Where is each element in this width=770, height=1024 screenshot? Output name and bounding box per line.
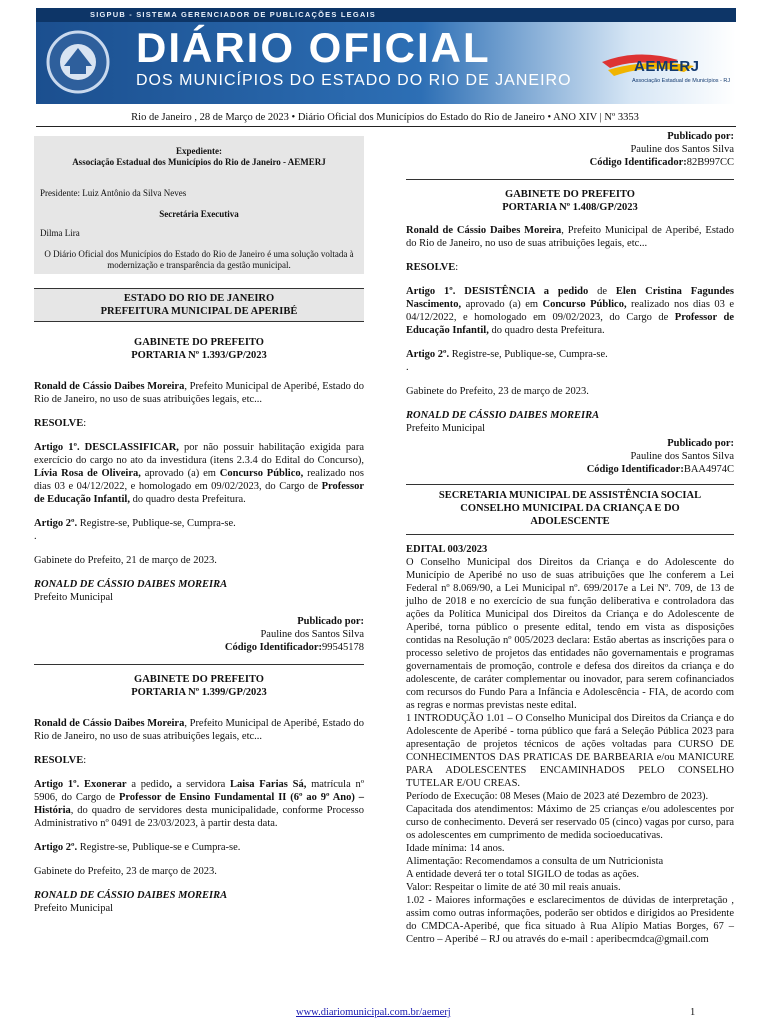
system-label: SIGPUB - SISTEMA GERENCIADOR DE PUBLICAÇÕES LEGAIS (90, 10, 376, 19)
edital-paragraph: Alimentação: Recomendamos a consulta de um Nutricionista (406, 856, 664, 867)
act-intro: Ronald de Cássio Daibes Moreira, Prefeito Municipal de Aperibé, Estado do Rio de Janeiro, no uso de suas atribuições legais, etc... (406, 225, 734, 249)
secretaria-header (406, 489, 734, 528)
act-heading: GABINETE DO PREFEITO (134, 337, 264, 348)
edital-paragraph: Idade mínima: 14 anos. (406, 843, 505, 854)
footer-url-link[interactable]: www.diariomunicipal.com.br/aemerj (296, 1007, 451, 1018)
masthead-banner (36, 8, 736, 104)
state-header-line1: ESTADO DO RIO DE JANEIRO (123, 293, 275, 304)
aemerj-logo-subtext: Associação Estadual de Municípios - RJ (632, 78, 731, 84)
act-article-2: Artigo 2º. Registre-se, Publique-se e Cumpra-se. (34, 842, 241, 853)
act-article-1: Artigo 1º. DESISTÊNCIA a pedido de Elen Cristina Fagundes Nascimento, aprovado (a) em Concurso Público, realizado nos dias 03 e 04/12/2022, e homologado em 09/02/2023, do Cargo de Professor de Educação Infantil, do quadro desta Prefeitura. (406, 286, 734, 336)
state-seal-icon (42, 26, 114, 98)
act-portaria-1408 (406, 188, 734, 435)
expedient-president: Presidente: Luiz Antônio da Silva Neves (40, 188, 187, 198)
newspaper-title: DIÁRIO OFICIAL (136, 24, 491, 71)
act-signer-role: Prefeito Municipal (406, 423, 486, 434)
act-intro: Ronald de Cássio Daibes Moreira, Prefeito Municipal de Aperibé, Estado do Rio de Janeiro, no uso de suas atribuições legais, etc... (34, 718, 365, 742)
publisher-code: Código Identificador:82B997CC (589, 157, 734, 168)
secretaria-name: SECRETARIA MUNICIPAL DE ASSISTÊNCIA SOCIAL (438, 490, 702, 501)
act-signer: RONALD DE CÁSSIO DAIBES MOREIRA (406, 410, 600, 421)
act-heading: GABINETE DO PREFEITO (134, 674, 264, 685)
council-name: CONSELHO MUNICIPAL DA CRIANÇA E DO ADOLESCENTE (460, 503, 680, 527)
edital-paragraph: A entidade deverá ter o total SIGILO de todas as ações. (406, 869, 639, 880)
act-place-date: Gabinete do Prefeito, 21 de março de 2023. (34, 555, 217, 566)
divider (406, 484, 734, 485)
edital-paragraph: O Conselho Municipal dos Direitos da Criança e do Adolescente do Município de Aperibé no uso de suas atribuições que lhe conferem a Lei Federal nº 8.069/90, a Lei Municipal nº. 699/2017e a Lei Nº. 709, de 13 de julho de 2018 e no exercício de sua função deliberativa e controladora das ações da Política Municipal dos Direitos da Criança e do Adolescente de Aperibé, torna público o presente edital, tendo em vista as disposições contidas na Resolução nº 005/2023 declara: Estão abertas as inscrições para o processo seletivo de projetos das entidades não governamentais e programas governamentais de promoção, controle e defesa dos direitos da criança e do adolescente, de caráter complementar ou inovador, para serem cofinanciados com recursos do Fundo Para a Infância e Adolescência - FIA, de acordo com as regras e normas previstas neste edital. (406, 557, 734, 711)
edital-paragraph: Capacitada dos atendimentos: Máximo de 25 crianças e/ou adolescentes por curso de conhecimento. Deverá ser reservado 05 (cinco) vagas por curso, para os adolescentes em cumprimento de medida socioeducativas. (406, 804, 734, 841)
act-place-date: Gabinete do Prefeito, 23 de março de 2023. (406, 386, 589, 397)
publisher-name: Pauline dos Santos Silva (630, 451, 734, 462)
act-signer: RONALD DE CÁSSIO DAIBES MOREIRA (34, 890, 228, 901)
act-number: PORTARIA Nº 1.393/GP/2023 (131, 350, 267, 361)
edital-paragraph: 1.02 - Maiores informações e esclarecimentos de dúvidas de interpretação , assim como outras informações, poderão ser obtidos e dirigidos ao Presidente do CMDCA-Aperibé, que fica situado à Rua Alípio Matias Borges, 67 – Centro – Aperibé – RJ ou através do e-mail : aperibecmdca@gmail.com (406, 895, 734, 945)
edital-paragraph: 1 INTRODUÇÃO 1.01 – O Conselho Municipal dos Direitos da Criança e do Adolescente de Aperibé - torna público que fará a Seleção Pública 2023 para apresentação de projetos técnicos de ações voltadas para CURSO DE CONHECIMENTOS DAS PRATICAS DE BARBEARIA e/ou MANICURE PARA ADOLESCENTES ENCAMINHADOS PELO CONSELHO TUTELAR E/OU CREAS. (406, 713, 734, 789)
act-dot: . (406, 362, 409, 373)
act-resolve: RESOLVE: (406, 262, 459, 273)
act-resolve: RESOLVE: (34, 418, 87, 429)
act-signer-role: Prefeito Municipal (34, 903, 114, 914)
left-column (34, 136, 364, 915)
publisher-block (34, 615, 364, 654)
edital-section (406, 543, 734, 946)
publisher-name: Pauline dos Santos Silva (630, 144, 734, 155)
publisher-block (406, 130, 734, 169)
act-number: PORTARIA Nº 1.408/GP/2023 (502, 202, 638, 213)
act-signer-role: Prefeito Municipal (34, 592, 114, 603)
state-header-line2: PREFEITURA MUNICIPAL DE APERIBÉ (100, 306, 298, 317)
expedient-exec-title: Secretária Executiva (159, 209, 239, 219)
aemerj-logo-text: AEMERJ (634, 58, 700, 75)
divider (406, 179, 734, 180)
expedient-description: O Diário Oficial dos Municípios do Estado do Rio de Janeiro é uma solução voltada à modernização e transparência da gestão municipal. (44, 249, 354, 270)
edital-paragraph: Período de Execução: 08 Meses (Maio de 2023 até Dezembro de 2023). (406, 791, 709, 802)
publisher-label: Publicado por: (667, 438, 734, 449)
act-intro: Ronald de Cássio Daibes Moreira, Prefeito Municipal de Aperibé, Estado do Rio de Janeiro, no uso de suas atribuições legais, etc... (34, 381, 365, 405)
divider (34, 664, 364, 665)
page-number: 1 (690, 1007, 696, 1018)
dateline: Rio de Janeiro , 28 de Março de 2023 • Diário Oficial dos Municípios do Estado do Rio de Janeiro • ANO XIV | Nº 3353 (131, 112, 639, 123)
expedient-box (34, 136, 364, 274)
act-portaria-1399 (34, 673, 364, 915)
newspaper-subtitle: DOS MUNICÍPIOS DO ESTADO DO RIO DE JANEIRO (136, 72, 572, 89)
act-signer: RONALD DE CÁSSIO DAIBES MOREIRA (34, 579, 228, 590)
act-article-2: Artigo 2º. Registre-se, Publique-se, Cumpra-se. (34, 518, 236, 529)
publisher-label: Publicado por: (667, 131, 734, 142)
divider (406, 534, 734, 535)
right-column (406, 130, 734, 946)
publisher-name: Pauline dos Santos Silva (260, 629, 364, 640)
expedient-label: Expediente: (176, 146, 222, 156)
act-place-date: Gabinete do Prefeito, 23 de março de 2023. (34, 866, 217, 877)
act-number: PORTARIA Nº 1.399/GP/2023 (131, 687, 267, 698)
edital-title: EDITAL 003/2023 (406, 544, 488, 555)
publisher-code: Código Identificador:99545178 (224, 642, 364, 653)
state-header (34, 288, 364, 322)
act-article-2: Artigo 2º. Registre-se, Publique-se, Cumpra-se. (406, 349, 608, 360)
act-article-1: Artigo 1º. Exonerar a pedido, a servidora Laisa Farias Sá, matrícula nº 5906, do Cargo de Professor de Ensino Fundamental II (6º ao 9º Ano) – História, do quadro de servidores desta municipalidade, conforme Processo Administrativo nº 0491 de 23/03/2023, à partir desta data. (34, 779, 364, 829)
expedient-exec-name: Dilma Lira (40, 228, 80, 238)
expedient-org: Associação Estadual dos Municípios do Rio de Janeiro - AEMERJ (72, 157, 326, 167)
act-heading: GABINETE DO PREFEITO (505, 189, 635, 200)
edital-paragraph: Valor: Respeitar o limite de até 30 mil reais anuais. (406, 882, 621, 893)
act-article-1: Artigo 1º. DESCLASSIFICAR, por não possuir habilitação exigida para exercício do cargo no ato da investidura (itens 2.3.4 do Edital do Concurso), Lívia Rosa de Oliveira, aprovado (a) em Concurso Público, realizado nos dias 03 e 04/12/2022, e homologado em 09/02/2023, do Cargo de Professor de Educação Infantil, do quadro desta Prefeitura. (34, 442, 364, 505)
publisher-code: Código Identificador:BAA4974C (586, 464, 734, 475)
act-portaria-1393 (34, 336, 364, 604)
act-resolve: RESOLVE: (34, 755, 87, 766)
header-divider (36, 126, 736, 127)
publisher-block (406, 437, 734, 476)
publisher-label: Publicado por: (297, 616, 364, 627)
act-dot: . (34, 531, 37, 542)
